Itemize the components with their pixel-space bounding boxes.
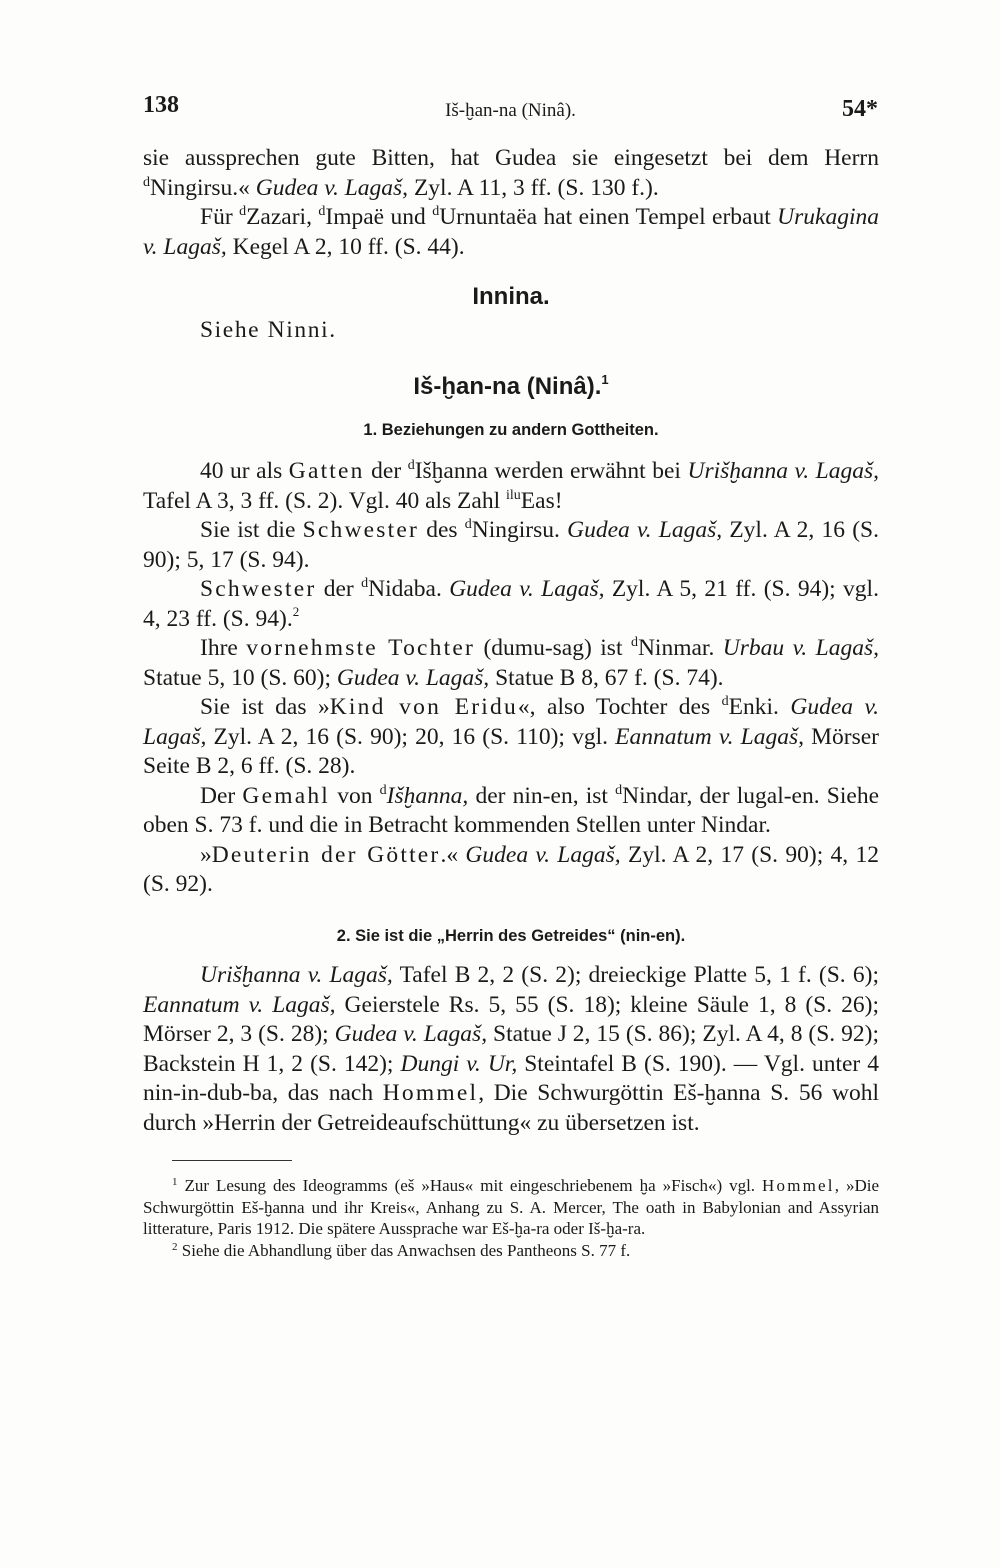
- paragraph-gemahl: Der Gemahl von $^d$Išḫanna, der nin-en, ist $^d$Nindar, der lugal-en. Siehe oben S. 73 f. und die in Betracht kommenden Stellen unter Nindar.: [143, 782, 880, 838]
- paragraph-deuterin: »Deuterin der Götter.« Gudea v. Lagaš, Zyl. A 2, 17 (S. 90); 4, 12 (S. 92).: [143, 841, 880, 897]
- page-body: [143, 144, 879, 1261]
- innina-heading: Innina.: [472, 283, 550, 310]
- paragraph-schwester-nidaba: Schwester der $^d$Nidaba. Gudea v. Lagaš, Zyl. A 5, 21 ff. (S. 94); vgl. 4, 23 ff. (S. 94).$^2$: [143, 576, 879, 632]
- innina-entry: [143, 262, 879, 360]
- paragraph-tochter: Ihre vornehmste Tochter (dumu-sag) ist $^d$Ninmar. Urbau v. Lagaš, Statue 5, 10 (S. 60); Gudea v. Lagaš, Statue B 8, 67 f. (S. 74).: [143, 635, 879, 691]
- footnotes: [143, 1175, 879, 1261]
- innina-see-reference: Siehe Ninni.: [200, 317, 337, 343]
- paragraph-schwester-ningirsu: Sie ist die Schwester des $^d$Ningirsu. Gudea v. Lagaš, Zyl. A 2, 16 (S. 90); 5, 17 (S. 94).: [143, 517, 879, 573]
- subsection-1-heading: 1. Beziehungen zu andern Gottheiten.: [363, 420, 659, 439]
- footnote-2: $^2$ Siehe die Abhandlung über das Anwachsen des Pantheons S. 77 f.: [172, 1240, 631, 1260]
- page-number: 138: [143, 92, 179, 118]
- signature-mark: 54*: [842, 96, 878, 122]
- subsection-2-heading: 2. Sie ist die „Herrin des Getreides“ (nin-en).: [336, 926, 686, 945]
- footnote-1: $^1$ Zur Lesung des Ideogramms (eš »Haus« mit eingeschriebenem ḫa »Fisch«) vgl. Hommel, »Die Schwurgöttin Eš-ḫanna und ihr Kreis«, Anhang zu S. A. Mercer, The oath in Babylonian and Assyrian litterature, Paris 1912. Die spätere Aussprache war Eš-ḫa-ra oder Iš-ḫa-ra.: [143, 1176, 879, 1238]
- running-title: Iš-ḫan-na (Ninâ).: [445, 100, 576, 121]
- section-heading: Iš-ḫan-na (Ninâ).$^1$: [413, 372, 609, 400]
- running-head: [143, 92, 878, 128]
- intro-paragraph-1: sie aussprechen gute Bitten, hat Gudea sie eingesetzt bei dem Herrn $^d$Ningirsu.« Gudea v. Lagaš, Zyl. A 11, 3 ff. (S. 130 f.).: [143, 145, 879, 201]
- paragraph-gatten: 40 ur als Gatten der $^d$Išḫanna werden erwähnt bei Urišḫanna v. Lagaš, Tafel A 3, 3 ff. (S. 2). Vgl. 40 als Zahl $^{ilu}$Eas!: [143, 458, 879, 514]
- paragraph-herrin-des-getreides: Urišḫanna v. Lagaš, Tafel B 2, 2 (S. 2); dreieckige Platte 5, 1 f. (S. 6); Eannatum v. Lagaš, Geierstele Rs. 5, 55 (S. 18); kleine Säule 1, 8 (S. 26); Mörser 2, 3 (S. 28); Gudea v. Lagaš, Statue J 2, 15 (S. 86); Zyl. A 4, 8 (S. 92); Backstein H 1, 2 (S. 142); Dungi v. Ur, Steintafel B (S. 190). — Vgl. unter 4 nin-in-dub-ba, das nach Hommel, Die Schwurgöttin Eš-ḫanna S. 56 wohl durch »Herrin der Getreideaufschüttung« zu übersetzen ist.: [143, 962, 880, 1136]
- intro-paragraph-2: Für $^d$Zazari, $^d$Impaë und $^d$Urnuntaëa hat einen Tempel erbaut Urukagina v. Lagaš, Kegel A 2, 10 ff. (S. 44).: [143, 204, 879, 260]
- paragraph-kind-von-eridu: Sie ist das »Kind von Eridu«, also Tochter des $^d$Enki. Gudea v. Lagaš, Zyl. A 2, 16 (S. 90); 20, 16 (S. 110); vgl. Eannatum v. Lagaš, Mörser Seite B 2, 6 ff. (S. 28).: [143, 694, 880, 779]
- footnote-rule: [172, 1160, 292, 1161]
